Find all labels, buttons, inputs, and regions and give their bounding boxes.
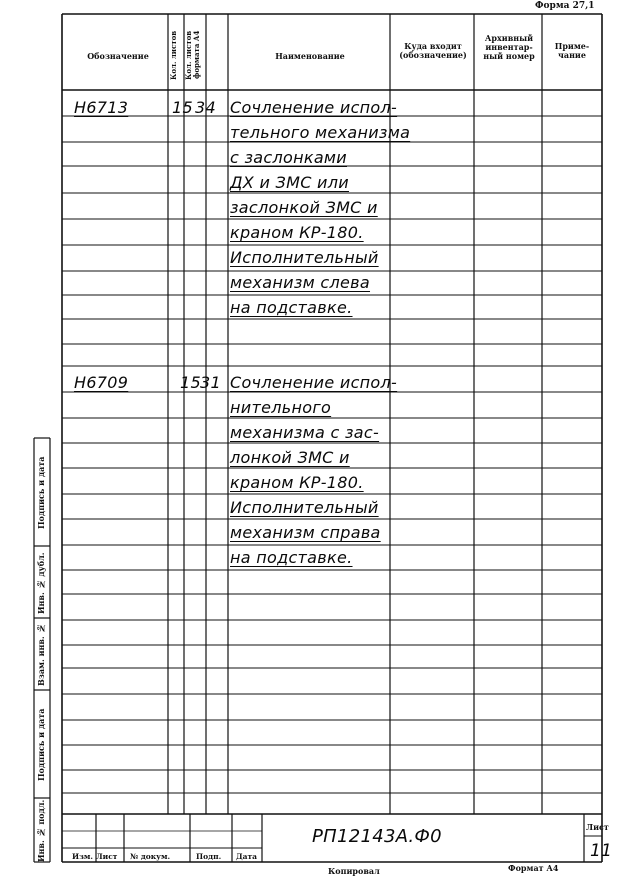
title-col-list: Лист: [96, 852, 118, 861]
title-col-doc: № докум.: [130, 852, 171, 861]
side-label-inv-dubl: Инв. № дубл.: [36, 552, 46, 614]
entry1-a4: 34: [195, 98, 216, 117]
entry1-name-line: на подставке.: [230, 298, 353, 317]
side-label-vzam-inv: Взам. инв. №: [36, 623, 46, 687]
entry2-name-line: механизм справа: [230, 523, 381, 542]
entry1-name-line: с заслонками: [230, 148, 348, 167]
header-sheet-count: Кол. листов: [169, 30, 178, 80]
entry1-name-line: ДХ и ЗМС или: [230, 173, 349, 192]
entry2-name-line: механизма с зас-: [230, 423, 380, 442]
entry2-name-line: Сочленение испол-: [230, 373, 398, 392]
header-designation: Обозначение: [87, 51, 149, 61]
header-where-used: Куда входит (обозначение): [399, 41, 467, 60]
entry1-name-line: Сочленение испол-: [230, 98, 398, 117]
entry1-sheets: 15: [172, 98, 193, 117]
form-label: Форма 27,1: [535, 1, 595, 11]
entry2-designation: Н6709: [74, 373, 129, 392]
entry1-name-line: тельного механизма: [230, 123, 411, 142]
entry2-name-line: Исполнительный: [230, 498, 379, 517]
entry2-sheets: 15: [180, 373, 201, 392]
entry1-designation: Н6713: [74, 98, 129, 117]
side-label-inv-podl: Инв. № подл.: [36, 799, 46, 862]
entry2-name-line: краном КР-180.: [230, 473, 364, 492]
entry2-name-line: лонкой ЗМС и: [230, 448, 350, 467]
entry1-name-line: краном КР-180.: [230, 223, 364, 242]
entry2-name-line: нительного: [230, 398, 332, 417]
footer-format: Формат А4: [508, 863, 559, 873]
title-sheet-label: Лист: [586, 822, 609, 832]
title-col-date: Дата: [236, 852, 258, 861]
header-archive-no: Архивный инвентар- ный номер: [483, 33, 535, 61]
title-doc-code: РП12143А.Ф0: [312, 826, 442, 847]
side-label-sign-date-bottom: Подпись и дата: [36, 708, 46, 781]
title-col-sign: Подп.: [196, 852, 222, 861]
side-label-sign-date-top: Подпись и дата: [36, 456, 46, 529]
title-col-izm: Изм.: [72, 852, 93, 861]
entry2-name-line: на подставке.: [230, 548, 353, 567]
entry1-name-line: заслонкой ЗМС и: [230, 198, 378, 217]
footer-copied: Копировал: [328, 866, 380, 876]
header-name: Наименование: [275, 51, 345, 61]
header-note: Приме- чание: [554, 41, 590, 60]
entry1-name-line: Исполнительный: [230, 248, 379, 267]
header-a4-count: Кол. листов формата А4: [184, 30, 201, 80]
title-sheet-no: 11: [590, 841, 613, 861]
entry2-a4: 31: [200, 373, 221, 392]
entry1-name-line: механизм слева: [230, 273, 371, 292]
